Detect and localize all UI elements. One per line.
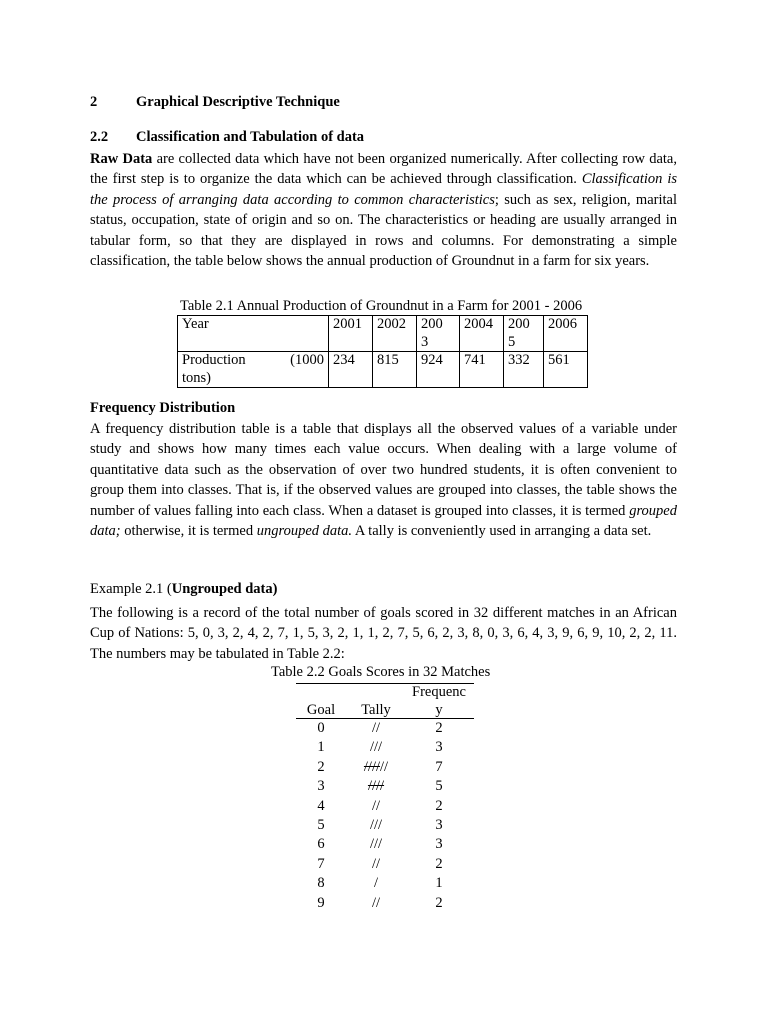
frequency-text-3: A tally is conveniently used in arranging a data set. xyxy=(352,523,652,540)
year-cell: 200 3 xyxy=(417,316,460,352)
tally-cell xyxy=(351,798,401,815)
tally-marks: /// xyxy=(369,836,383,853)
table-2-1-caption: Table 2.1 Annual Production of Groundnut in a Farm for 2001 - 2006 xyxy=(180,298,583,314)
frequency-cell: 7 xyxy=(435,758,443,775)
goal-cell: 1 xyxy=(317,739,325,756)
frequency-cell: 1 xyxy=(435,875,443,892)
table-row xyxy=(296,759,474,778)
production-label: Production (1000 tons) xyxy=(178,352,329,388)
tally-marks: / xyxy=(373,875,379,892)
frequency-header-a: Frequenc xyxy=(412,684,466,700)
goal-cell: 6 xyxy=(317,836,325,853)
year-cell: 2006 xyxy=(544,316,588,352)
frequency-cell: 2 xyxy=(435,720,443,736)
section-heading xyxy=(90,94,340,111)
year-cell: 200 5 xyxy=(504,316,544,352)
goal-cell: 7 xyxy=(317,855,325,872)
tally-strike-group: //// xyxy=(363,758,381,775)
section-title: Graphical Descriptive Technique xyxy=(136,94,340,110)
tally-header: Tally xyxy=(361,702,391,718)
example-label xyxy=(90,579,677,599)
tally-marks: // xyxy=(371,855,381,872)
raw-data-text-1: are collected data which have not been organized numerically. After collecting row data, the first step is to organize the data which can be achieved through classification. xyxy=(90,151,677,188)
frequency-cell: 5 xyxy=(435,778,443,795)
goal-header: Goal xyxy=(306,702,336,718)
frequency-text-2: otherwise, it is termed xyxy=(120,523,257,540)
table-row xyxy=(296,817,474,836)
year-cell: 2001 xyxy=(329,316,373,352)
frequency-distribution-heading: Frequency Distribution xyxy=(90,400,236,416)
table-2-2-header xyxy=(296,683,474,720)
table-header-rule xyxy=(296,718,474,719)
goal-cell: 3 xyxy=(317,778,325,795)
production-cell: 234 xyxy=(329,352,373,388)
year-label: Year xyxy=(178,316,329,352)
goal-cell: 4 xyxy=(317,797,325,814)
subsection-title: Classification and Tabulation of data xyxy=(136,129,365,145)
year-cell: 2004 xyxy=(460,316,504,352)
table-row xyxy=(296,798,474,817)
tally-marks: // xyxy=(371,894,381,911)
tally-strike-group: //// xyxy=(367,778,385,795)
table-row xyxy=(296,720,474,739)
raw-data-text-2: ; such as sex, religion, marital status, occupation, state of origin and so on. The characteristics or heading are usually arranged in tabular form, so that they are displayed in rows and columns. For demonstrating a simple classification, the table below shows the annual production of Groundnut in a farm for six years. xyxy=(90,191,677,270)
tally-cell xyxy=(351,817,401,834)
frequency-cell: 2 xyxy=(435,797,443,814)
classification-definition: Classification is the process of arranging data according to common characteristics xyxy=(90,171,677,208)
goal-cell: 8 xyxy=(317,875,325,892)
tally-cell xyxy=(351,720,401,737)
frequency-cell: 2 xyxy=(435,855,443,872)
example-label-text: Example 2.1 ( xyxy=(90,581,172,597)
tally-cell xyxy=(351,759,401,776)
tally-marks: // xyxy=(371,720,381,736)
tally-cell xyxy=(351,836,401,853)
frequency-cell: 2 xyxy=(435,894,443,911)
subsection-heading xyxy=(90,129,364,146)
tally-marks: /// xyxy=(369,739,383,756)
table-2-1-year-row xyxy=(178,316,588,352)
tally-cell xyxy=(351,875,401,892)
table-row xyxy=(296,778,474,797)
production-cell: 815 xyxy=(373,352,417,388)
grouped-data-term: grouped data; xyxy=(90,502,677,540)
ungrouped-data-term: ungrouped data. xyxy=(256,523,353,540)
production-cell: 924 xyxy=(417,352,460,388)
subsection-number: 2.2 xyxy=(90,129,109,145)
example-label-bold: Ungrouped data) xyxy=(171,581,278,597)
tally-cell xyxy=(351,739,401,756)
table-row xyxy=(296,895,474,914)
table-row xyxy=(296,875,474,894)
goal-cell: 0 xyxy=(317,720,325,736)
goal-cell: 9 xyxy=(317,894,325,911)
tally-cell xyxy=(351,895,401,912)
frequency-cell: 3 xyxy=(435,739,443,756)
frequency-paragraph xyxy=(90,419,677,541)
raw-data-term: Raw Data xyxy=(90,151,153,167)
table-2-2-caption: Table 2.2 Goals Scores in 32 Matches xyxy=(271,664,491,680)
frequency-header-b: y xyxy=(435,702,443,718)
frequency-text-1: A frequency distribution table is a table that displays all the observed values of a variable under study and shows how many times each value occurs. When dealing with a large volume of quantitative data such as the observation of over two hundred students, it is often convenient to group them into classes. That is, if the observed values are grouped into classes, the table shows the number of values falling into each class. When a dataset is grouped into classes, it is termed xyxy=(90,421,677,519)
frequency-cell: 3 xyxy=(435,817,443,833)
tally-marks: // xyxy=(371,797,381,814)
table-2-1-production-row xyxy=(178,352,588,388)
tally-cell xyxy=(351,856,401,873)
tally-marks: /// xyxy=(369,817,383,833)
production-cell: 332 xyxy=(504,352,544,388)
tally-cell xyxy=(351,778,401,795)
table-2-1 xyxy=(177,315,588,388)
table-row xyxy=(296,836,474,855)
tally-marks: // xyxy=(380,758,389,775)
section-number: 2 xyxy=(90,94,98,110)
table-row xyxy=(296,856,474,875)
goal-cell: 2 xyxy=(317,758,325,775)
year-cell: 2002 xyxy=(373,316,417,352)
goal-cell: 5 xyxy=(317,817,325,833)
frequency-cell: 3 xyxy=(435,836,443,853)
production-cell: 561 xyxy=(544,352,588,388)
raw-data-paragraph xyxy=(90,149,677,271)
table-row xyxy=(296,739,474,758)
example-paragraph: The following is a record of the total number of goals scored in 32 different matches in an African Cup of Nations: 5, 0, 3, 2, 4, 2, 7, 1, 5, 3, 2, 1, 1, 2, 7, 5, 6, 2, 3, 8, 0, 3, 6, 4, 3, 9, 6, 9, 10, 2, 2, 11. The numbers may be tabulated in Table 2.2: xyxy=(90,605,677,662)
production-cell: 741 xyxy=(460,352,504,388)
